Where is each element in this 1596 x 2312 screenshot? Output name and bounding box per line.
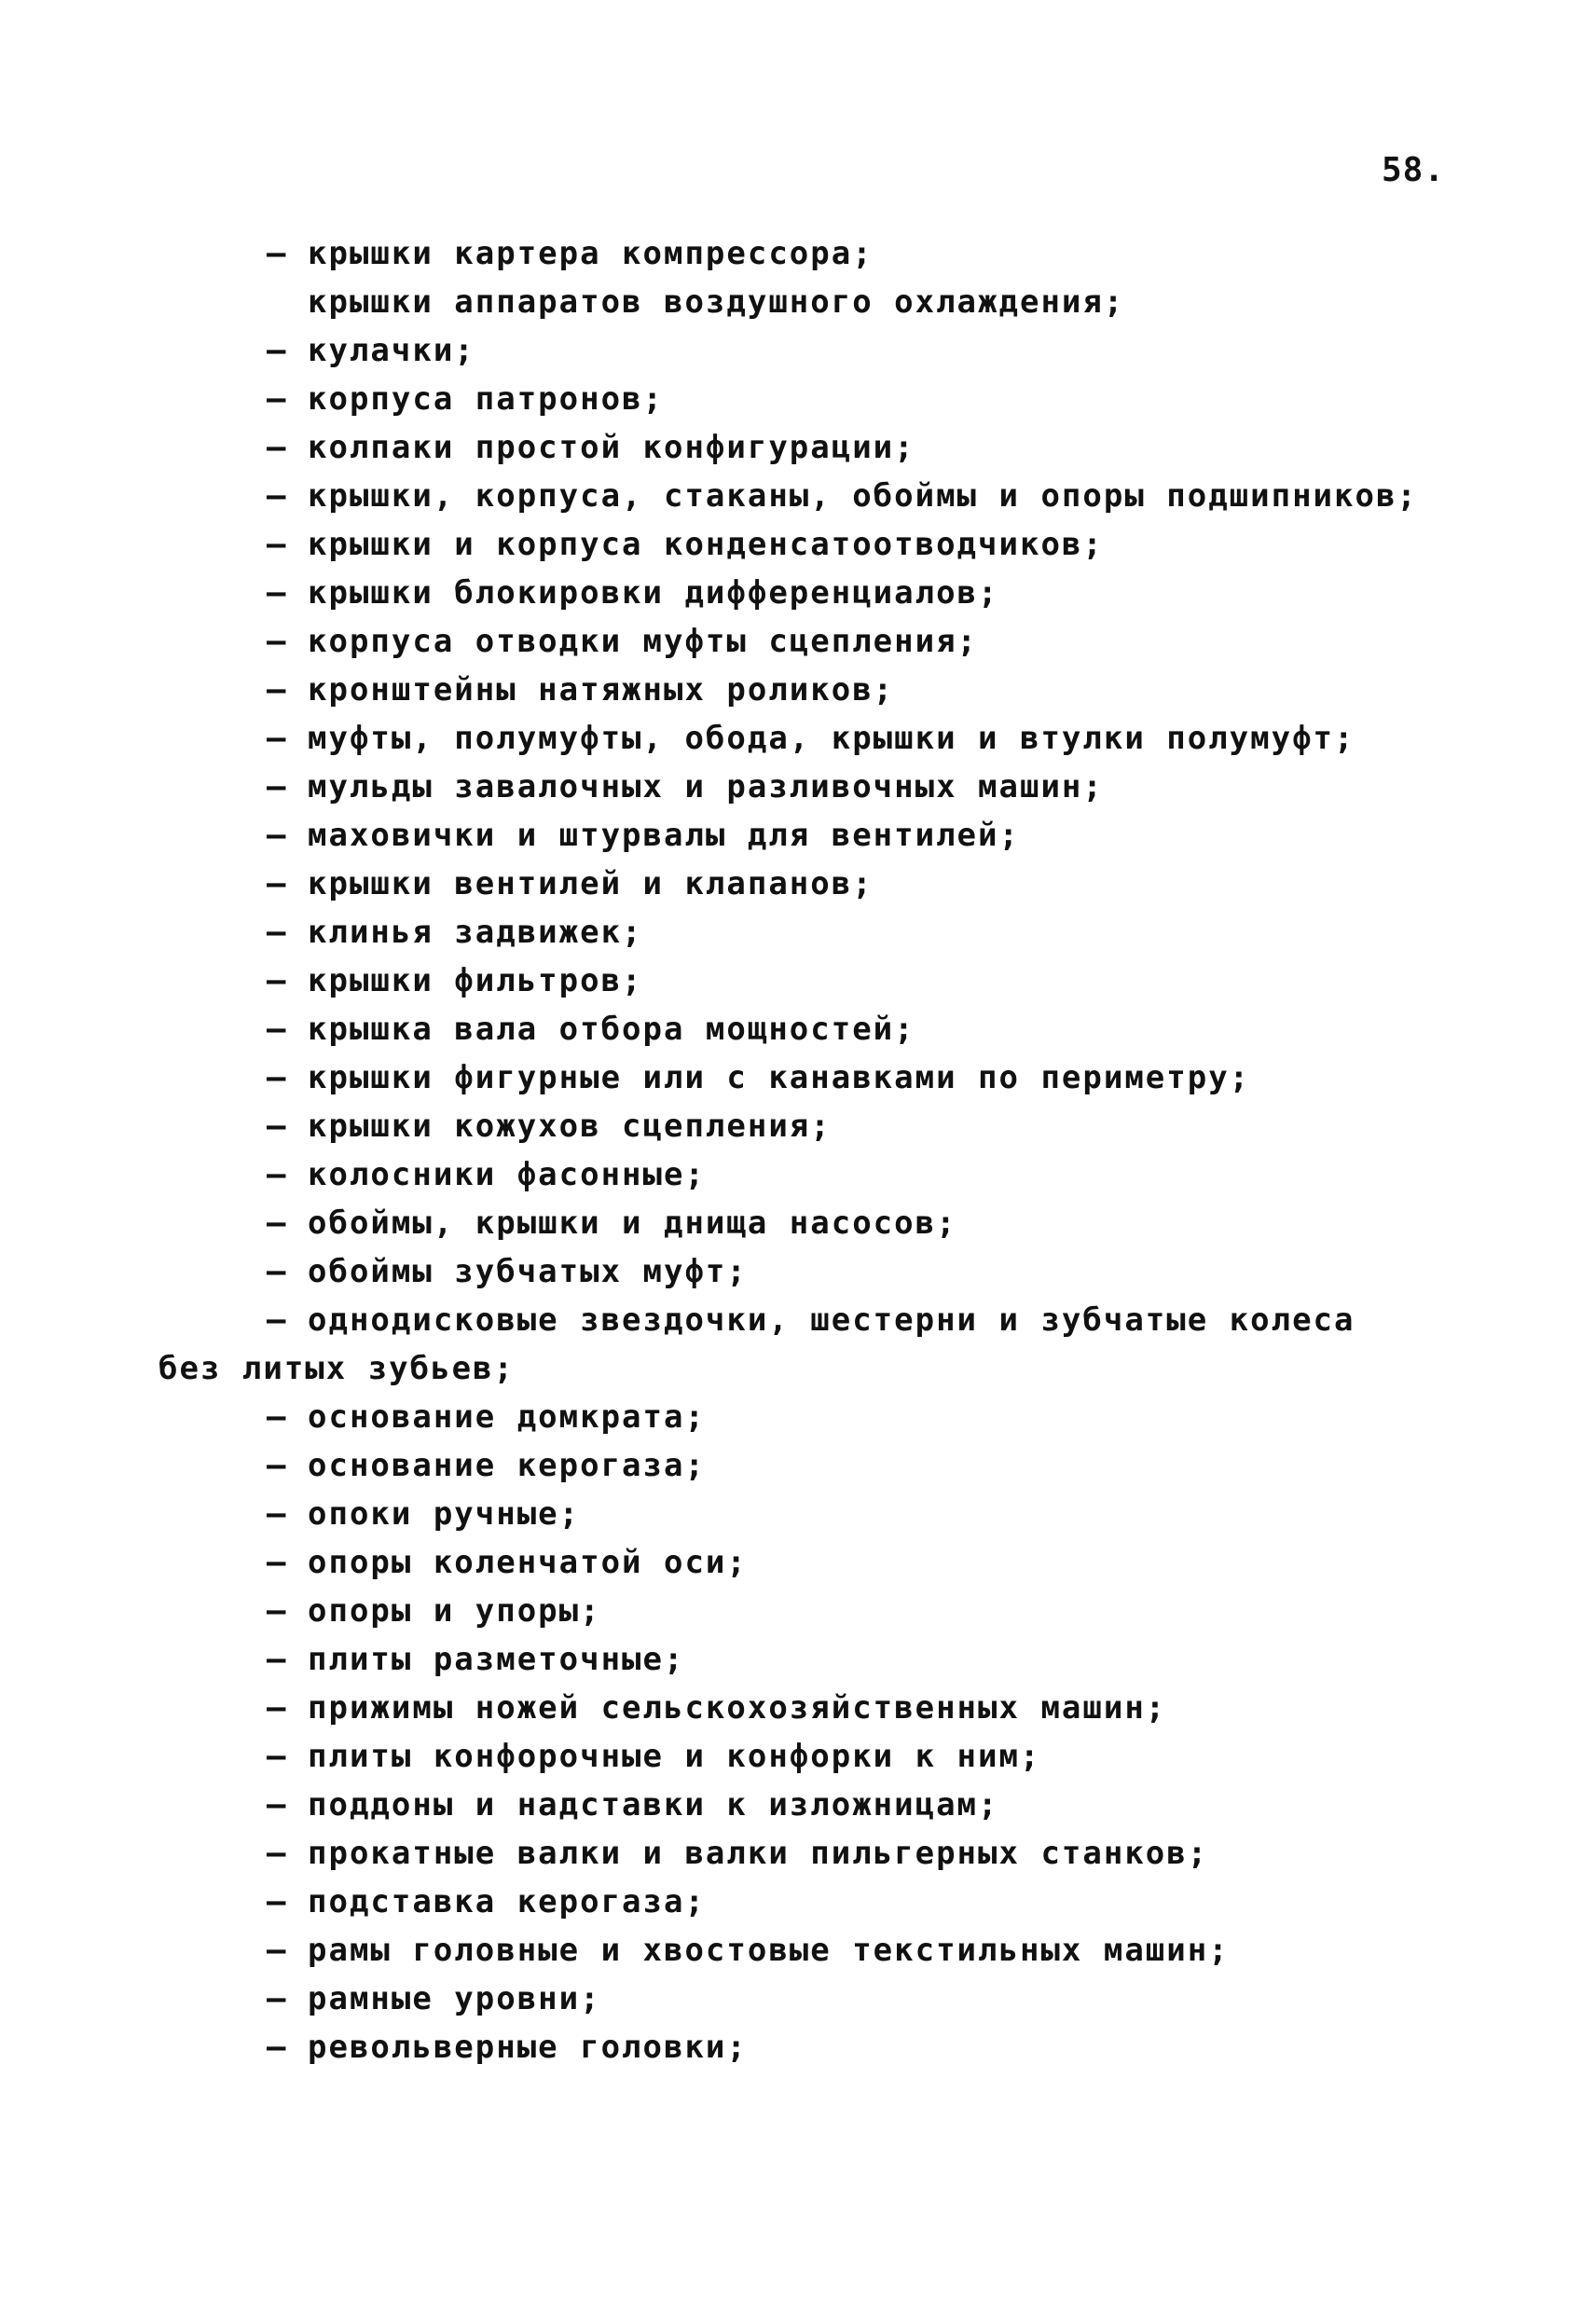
list-item-text: крышки блокировки дифференциалов;	[308, 574, 999, 612]
list-item	[267, 768, 1104, 805]
list-item	[267, 1544, 748, 1581]
list-item-text: крышка вала отбора мощностей;	[308, 1011, 915, 1048]
list-marker: –	[267, 332, 288, 369]
list-item	[267, 1592, 601, 1630]
list-marker: –	[267, 1932, 288, 1969]
list-marker: –	[267, 1108, 288, 1145]
list-marker: –	[267, 962, 288, 999]
list-item-text: крышки и корпуса конденсатоотводчиков;	[308, 526, 1104, 563]
list-item-text: крышки картера компрессора;	[308, 235, 874, 272]
list-item-text: мульды завалочных и разливочных машин;	[308, 768, 1104, 805]
list-item	[267, 1253, 748, 1290]
list-item	[267, 1447, 706, 1484]
list-item	[267, 817, 1020, 854]
list-item-text: опоры коленчатой оси;	[308, 1544, 748, 1581]
list-marker: –	[267, 1641, 288, 1678]
list-marker: –	[267, 1883, 288, 1920]
list-item-text: опоры и упоры;	[308, 1592, 601, 1630]
list-marker: –	[267, 429, 288, 466]
list-item-text: кронштейны натяжных роликов;	[308, 671, 895, 709]
page-number: 58.	[1382, 151, 1446, 189]
list-item	[267, 1883, 706, 1920]
list-item	[267, 671, 894, 709]
list-item	[267, 332, 475, 369]
list-item-text: подставка керогаза;	[308, 1883, 706, 1920]
list-item	[267, 1204, 957, 1242]
list-marker: –	[267, 2029, 288, 2066]
list-marker: –	[267, 1301, 288, 1339]
list-item-text: рамы головные и хвостовые текстильных машин;	[308, 1932, 1230, 1969]
list-item-text: крышки вентилей и клапанов;	[308, 865, 874, 902]
list-item	[267, 1641, 684, 1678]
list-item	[267, 1398, 706, 1436]
list-item-text: прокатные валки и валки пильгерных станков;	[308, 1835, 1209, 1872]
list-item	[267, 283, 1124, 321]
list-item-text: револьверные головки;	[308, 2029, 748, 2066]
list-item-text: основание домкрата;	[308, 1398, 706, 1436]
list-item-text: клинья задвижек;	[308, 914, 643, 951]
list-item	[267, 720, 1355, 757]
list-item	[267, 1689, 1166, 1727]
list-marker: –	[267, 671, 288, 709]
list-item	[267, 1835, 1208, 1872]
list-item	[267, 1011, 915, 1048]
list-item	[267, 1738, 1040, 1775]
list-item-text: поддоны и надставки к изложницам;	[308, 1786, 999, 1823]
list-item	[267, 429, 915, 466]
list-item-text: корпуса отводки муфты сцепления;	[308, 623, 979, 660]
list-item-text: колпаки простой конфигурации;	[308, 429, 915, 466]
list-marker: –	[267, 526, 288, 563]
list-item	[267, 1156, 706, 1193]
list-item-text: плиты конфорочные и конфорки к ним;	[308, 1738, 1041, 1775]
list-item-text: корпуса патронов;	[308, 380, 664, 418]
list-marker: –	[267, 1204, 288, 1242]
list-marker: –	[267, 477, 288, 515]
list-item	[267, 1786, 999, 1823]
list-marker: –	[267, 1059, 288, 1096]
list-item-text: крышки, корпуса, стаканы, обоймы и опоры подшипников;	[308, 477, 1418, 515]
list-marker: –	[267, 1592, 288, 1630]
list-item	[267, 574, 999, 612]
list-item-text: крышки кожухов сцепления;	[308, 1108, 832, 1145]
list-item	[267, 477, 1418, 515]
list-item	[267, 1980, 601, 2017]
list-marker: –	[267, 1689, 288, 1727]
list-marker: –	[267, 1786, 288, 1823]
list-item	[267, 1108, 832, 1145]
list-item	[267, 623, 978, 660]
list-item-text: прижимы ножей сельскохозяйственных машин;	[308, 1689, 1167, 1727]
list-item-text: кулачки;	[308, 332, 475, 369]
list-marker: –	[267, 1398, 288, 1436]
list-item	[267, 962, 643, 999]
list-item-text: однодисковые звездочки, шестерни и зубчатые колеса	[308, 1301, 1355, 1339]
list-marker: –	[267, 380, 288, 418]
list-marker: –	[267, 1156, 288, 1193]
list-item-text: опоки ручные;	[308, 1495, 581, 1533]
list-item-continuation	[158, 1350, 515, 1387]
list-item-text: муфты, полумуфты, обода, крышки и втулки полумуфт;	[308, 720, 1355, 757]
list-item-text: обоймы, крышки и днища насосов;	[308, 1204, 957, 1242]
list-item-text: крышки аппаратов воздушного охлаждения;	[308, 283, 1125, 321]
list-item-text: рамные уровни;	[308, 1980, 601, 2017]
list-item-text: колосники фасонные;	[308, 1156, 706, 1193]
list-marker: –	[267, 235, 288, 272]
list-item	[267, 526, 1104, 563]
list-marker: –	[267, 1738, 288, 1775]
list-item	[267, 865, 874, 902]
list-marker: –	[267, 574, 288, 612]
list-item-text: крышки фигурные или с канавками по периметру;	[308, 1059, 1251, 1096]
list-item-text: маховички и штурвалы для вентилей;	[308, 817, 1020, 854]
list-marker: –	[267, 914, 288, 951]
list-marker: –	[267, 1253, 288, 1290]
list-item	[267, 2029, 748, 2066]
list-item	[267, 1495, 580, 1533]
list-marker: –	[267, 817, 288, 854]
list-marker: –	[267, 1495, 288, 1533]
list-item-text: плиты разметочные;	[308, 1641, 685, 1678]
list-item	[267, 914, 643, 951]
list-marker: –	[267, 1544, 288, 1581]
list-marker: –	[267, 1011, 288, 1048]
list-item-text: без литых зубьев;	[158, 1350, 515, 1387]
list-marker: –	[267, 623, 288, 660]
list-marker: –	[267, 768, 288, 805]
list-marker: –	[267, 1447, 288, 1484]
list-marker: –	[267, 720, 288, 757]
list-marker: –	[267, 1980, 288, 2017]
list-item	[267, 1301, 1355, 1339]
list-item	[267, 380, 664, 418]
list-marker: –	[267, 865, 288, 902]
list-item-text: обоймы зубчатых муфт;	[308, 1253, 748, 1290]
list-item-text: крышки фильтров;	[308, 962, 643, 999]
list-marker: –	[267, 1835, 288, 1872]
list-item	[267, 1932, 1230, 1969]
list-item-text: основание керогаза;	[308, 1447, 706, 1484]
list-item	[267, 1059, 1250, 1096]
list-item	[267, 235, 874, 272]
